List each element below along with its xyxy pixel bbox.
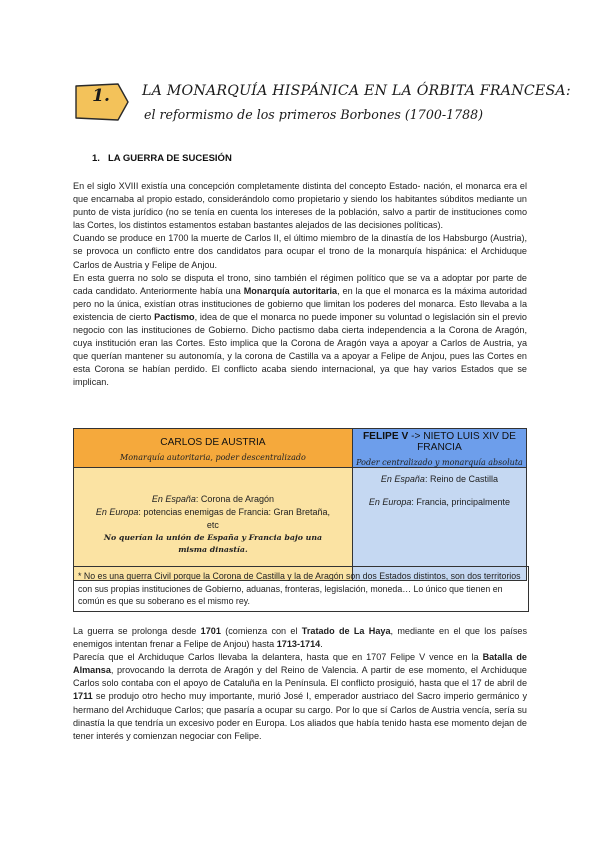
comparison-table xyxy=(73,428,527,581)
table-head-carlos: CARLOS DE AUSTRIA Monarquía autoritaria, poder descentralizado xyxy=(74,429,353,468)
chapter-badge xyxy=(72,80,130,124)
note-box: * No es una guerra Civil porque la Corona de Castilla y la de Aragón son dos Estados distintos, son dos territorios con sus propias instituciones de Gobierno, aduanas, fronteras, legislación, moneda… Lo único que tienen en común es que su soberano es el mismo rey. xyxy=(73,566,529,612)
chapter-subtitle: el reformismo de los primeros Borbones (1700-1788) xyxy=(144,107,484,122)
paragraph: La guerra se prolonga desde 1701 (comienza con el Tratado de La Haya, mediante en el que los países enemigos intentan frenar a Felipe de Anjou) hasta 1713-1714. xyxy=(73,626,528,650)
chapter-title: LA MONARQUÍA HISPÁNICA EN LA ÓRBITA FRANCESA: xyxy=(142,83,571,99)
table-cell-carlos: En España: Corona de Aragón En Europa: potencias enemigas de Francia: Gran Bretaña, etc No querían la unión de España y Francia bajo una misma dinastía. xyxy=(74,468,353,581)
chapter-header xyxy=(72,78,571,138)
table-head-felipe: FELIPE V -> NIETO LUIS XIV DE FRANCIA Poder centralizado y monarquía absoluta xyxy=(352,429,526,468)
section-title: LA GUERRA DE SUCESIÓN xyxy=(107,153,232,164)
war-text xyxy=(73,625,527,743)
section-number: 1. xyxy=(92,153,100,164)
dynasty-note: No querían la unión de España y Francia bajo una misma dinastía. xyxy=(103,532,323,554)
table-cell-felipe: En España: Reino de Castilla En Europa: Francia, principalmente xyxy=(352,468,526,581)
paragraph: En esta guerra no solo se disputa el trono, sino también el régimen político que se va a adoptar por parte de cada candidato. Anteriormente había una Monarquía autoritaria, en la que el monarca es la máxima autoridad pero no la única, existían otras instituciones de gobierno que limitan los poderes del monarca. Esto llevaba a la existencia de cierto Pactismo, idea de que el monarca no puede imponer su voluntad o legislación sin el previo negocio con las instituciones de Gobierno. Dicho pactismo daba cierta independencia a la Corona de Aragón, cuya institución eran las Cortes. Esto implica que la Corona de Aragón vaya a apoyar a Carlos de Austria, ya que querían mantener su autonomía, y la corona de Castilla va a apoyar a Felipe de Anjou, pues las Cortes en esta Corona se habían perdido. El conflicto acaba siendo internacional, ya que hay varios Estados que se implican. xyxy=(73,272,527,388)
paragraph: En el siglo XVIII existía una concepción completamente distinta del concepto Estado- nación, el monarca era el que encarnaba al propio estado, considerándolo como propietario y siendo los habitantes súbditos mediante un punto de vista jurídico (no se tenía en cuenta los intereses de la población, salvo a partir de instituciones como las Cortes, los distintos estamentos estaban bastantes alejados de las decisiones políticas). xyxy=(73,181,527,231)
chapter-number: 1. xyxy=(92,86,110,106)
section-heading xyxy=(92,153,240,164)
paragraph: Cuando se produce en 1700 la muerte de Carlos II, el último miembro de la dinastía de los Habsburgo (Austria), se provoca un conflicto entre dos candidatos para ocupar el trono de la monarquía hispánica: el Archiduque Carlos de Austria y Felipe de Anjou. xyxy=(73,233,527,270)
paragraph: Parecía que el Archiduque Carlos llevaba la delantera, hasta que en 1707 Felipe V vence en la Batalla de Almansa, provocando la derrota de Aragón y del Reino de Valencia. A partir de ese momento, el Archiduque Carlos solo contaba con el apoyo de Cataluña en la Península. El conflicto prosiguió, hasta que el 17 de abril de 1711 se produjo otro hecho muy importante, murió José I, emperador austriaco del Sacro imperio germánico y hermano del Archiduque Carlos; que pasaría a ocupar su cargo. Por lo que sí Carlos de Austria vencía, sería su dinastía la que tendría un excesivo poder en Europa. Los aliados que había tenido hasta ese momento dejan de tener interés y comienzan negociar con Felipe. xyxy=(73,652,527,741)
intro-text xyxy=(73,180,527,390)
